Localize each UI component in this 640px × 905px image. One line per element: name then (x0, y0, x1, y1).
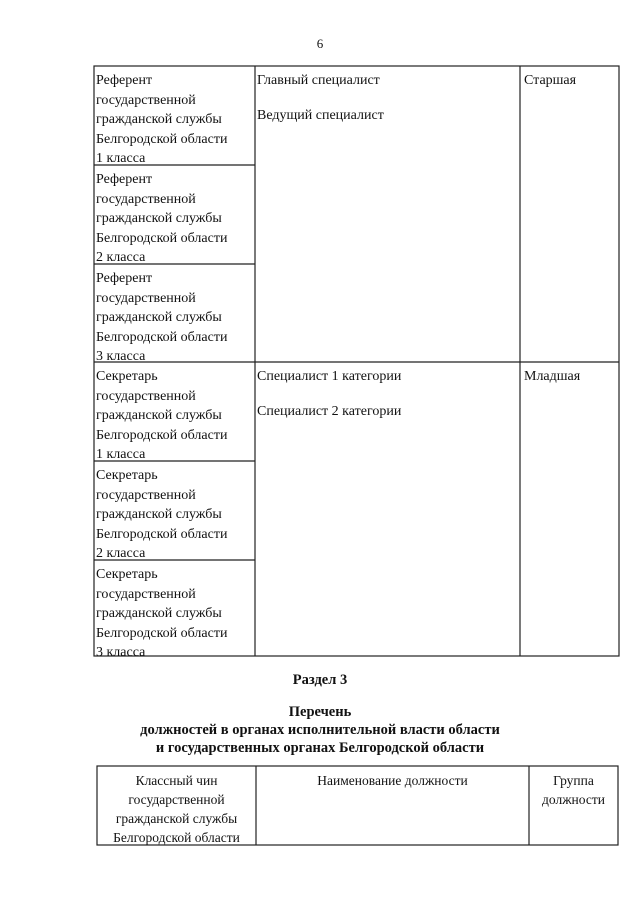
rank-cell-secretary-2: Секретарь государственной гражданской службы Белгородской области 2 класса (96, 468, 228, 562)
table2-header-position: Наименование должности (317, 773, 468, 788)
rank-cell-referent-3: Референт государственной гражданской службы Белгородской области 3 класса (96, 271, 228, 365)
rank-cell-secretary-3: Секретарь государственной гражданской службы Белгородской области 3 класса (96, 567, 228, 661)
table2-header-group: Группа должности (542, 773, 605, 807)
rank-cell-secretary-1: Секретарь государственной гражданской службы Белгородской области 1 класса (96, 369, 228, 463)
position-specialist-cat-2: Специалист 2 категории (257, 404, 402, 419)
rank-cell-referent-1: Референт государственной гражданской службы Белгородской области 1 класса (96, 73, 228, 167)
position-leading-specialist: Ведущий специалист (257, 108, 384, 123)
position-chief-specialist: Главный специалист (257, 73, 380, 88)
section-subtitle-line1: Перечень (288, 704, 352, 720)
page-number: 6 (316, 36, 324, 51)
section-subtitle-line2: должностей в органах исполнительной власти области (140, 722, 500, 738)
rank-cell-referent-2: Референт государственной гражданской службы Белгородской области 2 класса (96, 172, 228, 266)
section-title: Раздел 3 (292, 672, 348, 688)
group-senior: Старшая (524, 73, 577, 88)
group-junior: Младшая (524, 369, 581, 384)
table2-header-rank: Классный чин государственной гражданской службы Белгородской области (113, 773, 240, 845)
section-subtitle-line3: и государственных органах Белгородской области (155, 740, 485, 756)
position-specialist-cat-1: Специалист 1 категории (257, 369, 402, 384)
